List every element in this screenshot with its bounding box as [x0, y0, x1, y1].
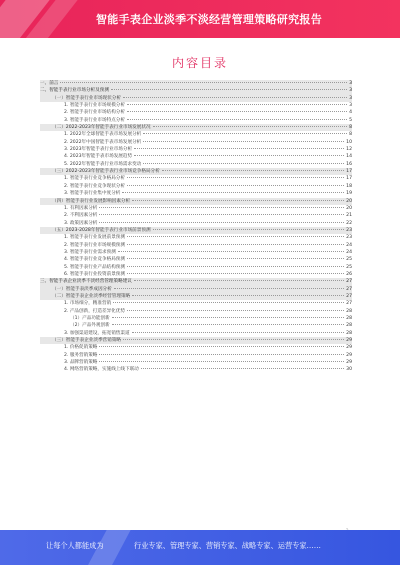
toc-entry-text: 3. 2023年智能手表行业市场分析 [64, 147, 133, 153]
toc-entry-page: 28 [346, 316, 352, 321]
toc-entry[interactable] [40, 286, 352, 293]
toc-entry-page: 17 [346, 176, 352, 182]
toc-entry-page: 28 [346, 323, 352, 329]
toc-entry[interactable] [40, 337, 352, 344]
toc-entry-page: 22 [346, 220, 352, 226]
toc-leader-dots [143, 133, 347, 134]
toc-leader-dots [153, 229, 345, 230]
toc-entry-text: 2. 智能手表行业市场结构分析 [64, 110, 125, 116]
toc-entry-text: 2. 不利因素分析 [64, 213, 98, 219]
toc-entry[interactable] [40, 109, 352, 116]
toc-leader-dots [127, 310, 344, 311]
footer-banner [0, 530, 400, 565]
toc-entry-text: 一、前言 [40, 81, 59, 86]
toc-entry-text: （四）智能手表行业发展影响因素分析 [52, 198, 131, 204]
toc-leader-dots [141, 368, 344, 369]
toc-entry[interactable] [40, 227, 352, 234]
toc-entry-text: （二）2022-2023年智能手表行业市场发展状况 [52, 125, 151, 131]
toc-leader-dots [143, 163, 344, 164]
toc-entry[interactable] [40, 198, 352, 205]
toc-entry-text: 3. 政策因素分析 [64, 220, 98, 226]
toc-entry[interactable] [40, 242, 352, 249]
toc-entry-text: 2. 智能手表行业竞争现状分析 [64, 183, 125, 189]
toc-entry-text: 1. 市场细分，精准营销 [64, 301, 112, 307]
toc-entry-text: 3. 加强渠道建设，拓宽销售渠道 [64, 330, 130, 336]
toc-entry-page: 26 [346, 271, 352, 277]
toc-entry-page: 17 [346, 169, 352, 175]
toc-entry-page: 20 [346, 205, 352, 211]
toc-entry-text: 三、智能手表企业淡季不淡经营管理策略建议 [40, 279, 132, 285]
toc-entry[interactable] [40, 352, 352, 359]
toc-leader-dots [127, 185, 344, 186]
toc-leader-dots [134, 280, 344, 281]
toc-entry-page: 27 [346, 286, 352, 292]
toc-entry-page: 19 [346, 191, 352, 197]
toc-leader-dots [99, 346, 344, 347]
toc-entry-page: 29 [346, 345, 352, 351]
toc-entry-page: 14 [346, 154, 352, 160]
toc-entry-text: 3. 智能手表行业市场特点分析 [64, 117, 125, 123]
toc-entry[interactable] [40, 220, 352, 227]
toc-heading: 内容目录 [171, 56, 228, 70]
toc-entry-text: 二、智能手表行业市场分析及预测 [40, 88, 109, 94]
toc-leader-dots [127, 111, 347, 112]
toc-entry-page: 8 [349, 125, 352, 131]
toc-entry-text: 2. 2022年中国智能手表市场发展分析 [64, 139, 142, 145]
toc-entry[interactable] [40, 315, 352, 322]
toc-leader-dots [153, 126, 348, 127]
toc-entry-page: 24 [346, 249, 352, 255]
toc-entry[interactable] [40, 308, 352, 315]
toc-entry-page: 23 [346, 235, 352, 241]
toc-entry[interactable] [40, 366, 352, 373]
toc-entry-text: （1）产品功能创新 [70, 316, 110, 321]
toc-entry[interactable] [40, 322, 352, 329]
toc-leader-dots [127, 119, 347, 120]
toc-leader-dots [112, 324, 344, 325]
toc-entry-text: 2. 智能手表行业市场规模预测 [64, 242, 125, 248]
toc-entry-text: （三）2022-2023年智能手表行业市场竞争格局分析 [52, 169, 160, 175]
toc-entry[interactable] [40, 139, 352, 146]
toc-entry-page: 29 [346, 352, 352, 358]
toc-entry-page: 3 [349, 81, 352, 86]
toc-entry[interactable] [40, 161, 352, 168]
toc-entry[interactable] [40, 212, 352, 219]
toc-entry-page: 25 [346, 264, 352, 270]
footer-slogan: 让每个人都能成为 [46, 541, 104, 550]
toc-leader-dots [99, 222, 344, 223]
toc-entry-page: 24 [346, 242, 352, 248]
toc-leader-dots [60, 82, 347, 83]
toc-entry[interactable] [40, 344, 352, 351]
toc-entry[interactable] [40, 256, 352, 263]
header-banner [0, 0, 400, 38]
toc-entry-text: （一）智能手表行业市场现状分析 [52, 95, 121, 101]
toc-entry[interactable] [40, 330, 352, 337]
toc-entry[interactable] [40, 293, 352, 300]
toc-leader-dots [162, 170, 344, 171]
toc-leader-dots [127, 273, 344, 274]
toc-entry-text: 2. 产品创新，打造差异化优势 [64, 308, 125, 314]
toc-leader-dots [111, 89, 347, 90]
toc-entry-page: 3 [349, 103, 352, 109]
toc-entry-page: 3 [349, 95, 352, 101]
toc-entry-text: 4. 2023年智能手表市场发展趋势 [64, 154, 133, 160]
toc-entry-text: （2）产品外观创新 [70, 323, 110, 329]
toc-leader-dots [99, 214, 344, 215]
toc-entry[interactable] [40, 359, 352, 366]
toc-entry-page: 16 [346, 161, 352, 167]
toc-leader-dots [134, 155, 344, 156]
toc-leader-dots [132, 200, 344, 201]
toc-entry[interactable] [40, 124, 352, 131]
toc-entry-page: 28 [346, 330, 352, 336]
toc-entry-text: 3. 智能手表行业集中度分析 [64, 191, 121, 197]
toc-entry-text: 1. 智能手表行业发展前景预测 [64, 235, 125, 241]
toc-entry-text: 5. 2022年智能手表行业市场需求变动 [64, 161, 142, 167]
toc-entry-text: 3. 智能手表行业需求预测 [64, 249, 116, 255]
toc-leader-dots [132, 332, 345, 333]
toc-entry[interactable] [40, 183, 352, 190]
toc-leader-dots [99, 361, 344, 362]
toc-entry-page: 3 [349, 88, 352, 94]
toc-entry-page: 18 [346, 183, 352, 189]
toc-entry-text: （一）智能手表淡季成因分析 [52, 286, 112, 292]
toc-entry-page: 4 [349, 110, 352, 116]
toc-entry-page: 28 [346, 308, 352, 314]
toc-entry[interactable] [40, 95, 352, 102]
report-title: 智能手表企业淡季不淡经营管理策略研究报告 [96, 13, 322, 26]
toc-entry[interactable] [40, 234, 352, 241]
toc-entry-text: 1. 智能手表行业竞争格局分析 [64, 176, 125, 182]
toc-entry[interactable] [40, 87, 352, 94]
toc-entry[interactable] [40, 80, 352, 87]
toc-entry-page: 5 [349, 117, 352, 123]
toc-entry-page: 27 [346, 279, 352, 285]
toc-entry-page: 25 [346, 257, 352, 263]
toc-entry[interactable] [40, 146, 352, 153]
toc-entry-page: 27 [346, 301, 352, 307]
toc-leader-dots [112, 317, 344, 318]
toc-entry[interactable] [40, 249, 352, 256]
toc-entry-page: 10 [346, 139, 352, 145]
toc-leader-dots [123, 97, 347, 98]
table-of-contents [40, 80, 352, 374]
toc-entry-page: 12 [346, 147, 352, 153]
toc-entry-page: 27 [346, 293, 352, 299]
toc-entry[interactable] [40, 264, 352, 271]
toc-leader-dots [143, 141, 344, 142]
toc-leader-dots [127, 266, 344, 267]
toc-leader-dots [118, 251, 344, 252]
toc-entry-page: 21 [346, 213, 352, 219]
footer-roles: 行业专家、管理专家、营销专家、战略专家、运营专家…… [134, 541, 321, 550]
toc-entry[interactable] [40, 271, 352, 278]
toc-entry-text: 2. 服务营销策略 [64, 352, 98, 358]
toc-leader-dots [127, 236, 344, 237]
toc-entry[interactable] [40, 117, 352, 124]
toc-leader-dots [99, 207, 344, 208]
toc-leader-dots [127, 104, 347, 105]
toc-entry-text: 4. 智能手表行业竞争格局预测 [64, 257, 125, 263]
toc-entry-text: （五）2023-2028年智能手表行业市场前景预测 [52, 227, 151, 233]
toc-leader-dots [127, 177, 344, 178]
toc-entry-text: 1. 2022年全球智能手表市场发展分析 [64, 132, 142, 138]
toc-leader-dots [114, 288, 344, 289]
toc-entry[interactable] [40, 168, 352, 175]
toc-entry[interactable] [40, 300, 352, 307]
toc-entry-text: （三）智能手表企业淡季营销策略 [52, 338, 121, 344]
toc-entry-text: 6. 智能手表行业投资前景预测 [64, 271, 125, 277]
toc-leader-dots [113, 302, 344, 303]
toc-entry[interactable] [40, 153, 352, 160]
toc-entry-text: 5. 智能手表行业产品结构预测 [64, 264, 125, 270]
toc-entry-page: 29 [346, 360, 352, 366]
toc-leader-dots [132, 295, 344, 296]
toc-entry[interactable] [40, 175, 352, 182]
toc-entry-page: 20 [346, 198, 352, 204]
toc-entry-text: 1. 智能手表行业市场规模分析 [64, 103, 125, 109]
toc-entry-text: （二）智能手表企业淡季经营管理策略 [52, 293, 131, 299]
toc-entry-page: 8 [349, 132, 352, 138]
toc-entry-page: 23 [346, 227, 352, 233]
toc-leader-dots [134, 148, 344, 149]
toc-entry-text: 3. 品牌营销策略 [64, 360, 98, 366]
toc-entry-text: 1. 价格促销策略 [64, 345, 98, 351]
toc-entry[interactable] [40, 102, 352, 109]
toc-entry[interactable] [40, 190, 352, 197]
toc-leader-dots [127, 244, 344, 245]
toc-leader-dots [99, 354, 344, 355]
toc-entry[interactable] [40, 278, 352, 285]
toc-entry-page: 30 [346, 367, 352, 373]
toc-entry-text: 4. 网络营销策略，实施线上线下联动 [64, 367, 139, 373]
toc-entry-text: 1. 有利因素分析 [64, 205, 98, 211]
toc-entry[interactable] [40, 131, 352, 138]
toc-leader-dots [127, 258, 344, 259]
toc-entry-page: 29 [346, 338, 352, 344]
toc-leader-dots [123, 339, 344, 340]
toc-entry[interactable] [40, 205, 352, 212]
toc-leader-dots [122, 192, 344, 193]
